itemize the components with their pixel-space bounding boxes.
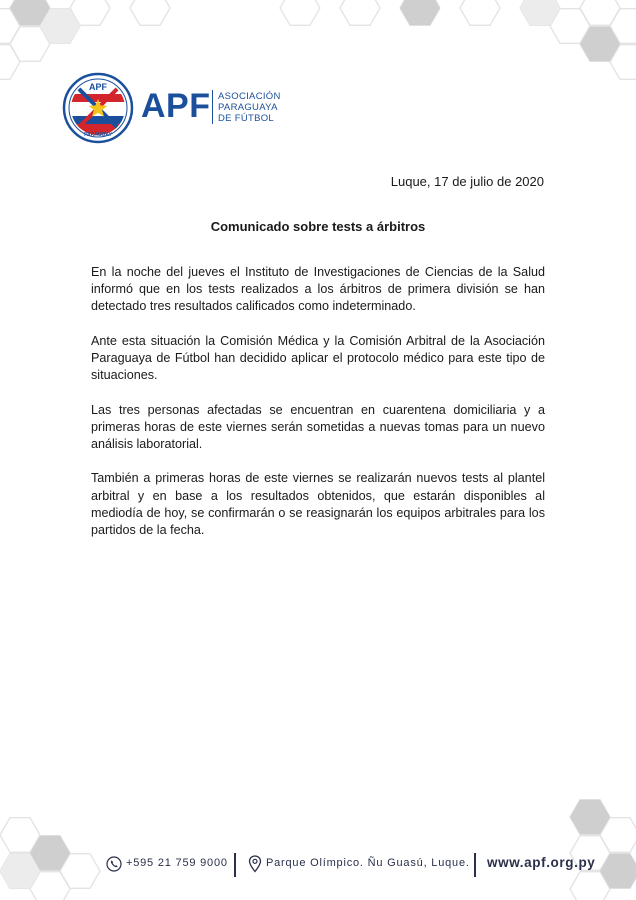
footer-separator — [474, 853, 476, 877]
brand-divider — [212, 90, 213, 124]
phone-icon — [106, 856, 122, 872]
brand-sub-line-3: DE FÚTBOL — [218, 113, 275, 124]
emblem-bottom-text: PARAGUAY — [84, 132, 112, 138]
footer-separator — [234, 853, 236, 877]
brand-sub-line-2: PARAGUAYA — [218, 102, 278, 113]
letter-body — [91, 264, 545, 556]
brand-wordmark: APF — [141, 87, 211, 125]
paragraph-3: Las tres personas afectadas se encuentran en cuarentena domiciliaria y a primeras horas de este viernes serán sometidas a nuevas tomas para un nuevo análisis laboratorial. — [91, 402, 545, 451]
letter-title: Comunicado sobre tests a árbitros — [210, 219, 426, 234]
brand-subtitle — [218, 91, 281, 124]
brand-sub-line-1: ASOCIACIÓN — [218, 91, 281, 102]
emblem-text-layer — [62, 72, 134, 144]
footer-website-link[interactable]: www.apf.org.py — [487, 855, 596, 870]
footer-address: Parque Olímpico. Ñu Guasú, Luque. — [266, 857, 470, 869]
emblem-top-text: APF — [89, 82, 107, 92]
footer-phone: +595 21 759 9000 — [126, 857, 228, 869]
letter-date: Luque, 17 de julio de 2020 — [390, 174, 544, 189]
letter-footer — [100, 853, 600, 879]
location-pin-icon — [248, 855, 262, 873]
paragraph-4: También a primeras horas de este viernes se realizarán nuevos tests al plantel arbitral y en base a los resultados obtenidos, que estarán disponibles al mediodía de hoy, se confirmarán o se reasignarán los equipos arbitrales para los partidos de la fecha. — [91, 471, 545, 537]
paragraph-1: En la noche del jueves el Instituto de Investigaciones de Ciencias de la Salud informó que en los tests realizados a los árbitros de primera división se han detectado tres resultados calificados como indeterminado. — [91, 265, 545, 314]
apf-logo — [62, 72, 292, 144]
paragraph-2: Ante esta situación la Comisión Médica y la Comisión Arbitral de la Asociación Paraguaya de Fútbol han decidido aplicar el protocolo médico para este tipo de situaciones. — [91, 333, 545, 383]
